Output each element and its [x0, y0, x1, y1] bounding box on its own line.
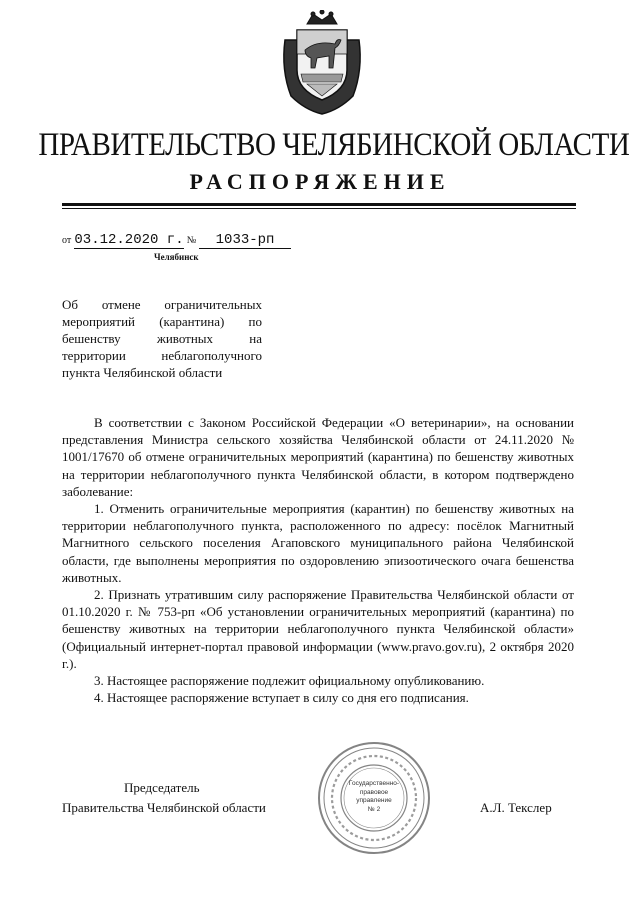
seal-line-2: правовое — [359, 788, 389, 796]
body-item-1: 1. Отменить ограничительные мероприятия (карантин) по бешенству животных на территории неблагополучного пункта, расположенного по адресу: посёлок Магнитный Магнитного сельского поселения Агаповского муниципального района Челябинской области, где выполнены мероприятия по оздоровлению эпизоотического очага бешенства животных. — [62, 501, 574, 585]
number-prefix: № — [186, 235, 197, 246]
city-name: Челябинск — [154, 252, 199, 262]
signatory-position — [62, 778, 302, 818]
header-rule-thick — [62, 203, 576, 206]
seal-line-4: № 2 — [367, 805, 381, 813]
signatory-position-line2: Правительства Челябинской области — [62, 800, 266, 815]
document-number: 1033-рп — [199, 232, 291, 249]
seal-center-text — [316, 780, 432, 814]
document-subject: Об отмене ограничительных мероприятий (карантина) по бешенству животных на территории неблагополучного пункта Челябинской области — [62, 297, 262, 380]
date-number-row — [62, 232, 291, 252]
coat-of-arms-emblem — [277, 10, 367, 116]
body-preamble: В соответствии с Законом Российской Федерации «О ветеринарии», на основании представления Министра сельского хозяйства Челябинской области от 24.11.2020 № 1001/17670 об отмене ограничительных мероприятий (карантина) по бешенству животных на территории неблагополучного пункта Челябинской области, в котором подтверждено заболевание: — [62, 415, 574, 499]
document-date: 03.12.2020 г. — [74, 232, 184, 248]
seal-line-3: управление — [356, 797, 392, 804]
body-item-4: 4. Настоящее распоряжение вступает в силу со дня его подписания. — [94, 690, 469, 706]
signatory-name: А.Л. Текслер — [480, 800, 552, 815]
document-type-heading: РАСПОРЯЖЕНИЕ — [189, 169, 451, 194]
seal-line-1: Государственно- — [348, 780, 400, 787]
body-item-3: 3. Настоящее распоряжение подлежит официальному опубликованию. — [94, 673, 485, 689]
body-item-2: 2. Признать утратившим силу распоряжение Правительства Челябинской области от 01.10.2020 г. № 753-рп «Об установлении ограничительных мероприятий (карантина) по бешенству животных на территории неблагополучного пункта Челябинской области» (Официальный интернет-портал правовой информации (www.pravo.gov.ru), 2 октября 2020 г.). — [62, 587, 574, 671]
date-prefix: от — [62, 235, 72, 246]
organization-title: ПРАВИТЕЛЬСТВО ЧЕЛЯБИНСКОЙ ОБЛАСТИ — [38, 127, 630, 163]
header-rule-thin — [62, 208, 576, 209]
signatory-position-line1: Председатель — [124, 780, 200, 795]
document-body — [62, 414, 574, 706]
